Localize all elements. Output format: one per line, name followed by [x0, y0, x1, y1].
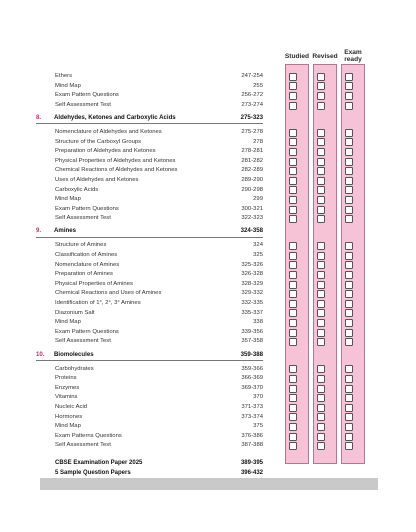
revised-checkbox[interactable]	[317, 102, 326, 110]
exam-ready-checkbox[interactable]	[345, 413, 354, 421]
chapter-title: Biomolecules	[54, 350, 94, 358]
exam-ready-checkbox[interactable]	[345, 82, 354, 90]
chapter-number: 10.	[36, 350, 45, 358]
studied-checkbox[interactable]	[289, 73, 298, 81]
studied-checkbox[interactable]	[289, 242, 298, 250]
revised-checkbox[interactable]	[317, 375, 326, 383]
exam-ready-checkbox[interactable]	[345, 102, 354, 110]
entry-title: 5 Sample Question Papers	[55, 470, 131, 476]
revised-checkbox[interactable]	[317, 82, 326, 90]
entry-title: Self Assessment Test	[55, 442, 111, 449]
exam-ready-checkbox[interactable]	[345, 423, 354, 431]
studied-checkbox[interactable]	[289, 319, 298, 327]
entry-pages: 369-370	[241, 384, 263, 391]
studied-checkbox[interactable]	[289, 271, 298, 279]
studied-checkbox[interactable]	[289, 365, 298, 373]
studied-checkbox[interactable]	[289, 433, 298, 441]
entry-pages: 332-335	[241, 300, 263, 306]
toc-entry	[55, 195, 263, 205]
exam-ready-checkbox[interactable]	[345, 404, 354, 412]
studied-checkbox[interactable]	[289, 300, 298, 308]
studied-checkbox[interactable]	[289, 148, 298, 156]
exam-ready-checkbox[interactable]	[345, 319, 354, 327]
entry-pages: 366-369	[241, 375, 263, 382]
studied-checkbox[interactable]	[289, 404, 298, 412]
exam-ready-checkbox[interactable]	[345, 271, 354, 279]
entry-pages: 324	[253, 242, 263, 249]
footer-bar	[40, 478, 378, 490]
revised-checkbox[interactable]	[317, 404, 326, 412]
toc-entry	[55, 422, 263, 432]
chapter-divider	[36, 123, 263, 124]
chapter-number: 9.	[36, 227, 42, 235]
exam-ready-checkbox[interactable]	[345, 186, 354, 194]
toc-entry	[55, 413, 263, 423]
toc-entry	[55, 365, 263, 375]
studied-checkbox[interactable]	[289, 413, 298, 421]
studied-checkbox[interactable]	[289, 158, 298, 166]
revised-checkbox[interactable]	[317, 167, 326, 175]
toc-entry	[55, 403, 263, 413]
studied-checkbox[interactable]	[289, 177, 298, 185]
toc-entry	[55, 328, 263, 338]
revised-checkbox[interactable]	[317, 423, 326, 431]
exam-ready-checkbox[interactable]	[345, 167, 354, 175]
entry-pages: 289-290	[241, 176, 263, 183]
entry-pages: 375	[253, 423, 263, 430]
toc-entry	[55, 337, 263, 347]
studied-checkbox[interactable]	[289, 385, 298, 393]
revised-checkbox[interactable]	[317, 309, 326, 317]
studied-checkbox[interactable]	[289, 186, 298, 194]
chapter-title: Aldehydes, Ketones and Carboxylic Acids	[54, 113, 176, 121]
exam-ready-checkbox[interactable]	[345, 242, 354, 250]
chapter-title: Amines	[54, 227, 77, 235]
revised-checkbox[interactable]	[317, 442, 326, 450]
toc-entry	[55, 393, 263, 403]
entry-title: Structure of the Carboxyl Groups	[55, 138, 142, 145]
revised-checkbox[interactable]	[317, 329, 326, 337]
column-header-exam-ready: Exam ready	[344, 49, 362, 63]
studied-checkbox[interactable]	[289, 290, 298, 298]
chapter-heading	[36, 226, 263, 236]
studied-checkbox[interactable]	[289, 281, 298, 289]
revised-checkbox[interactable]	[317, 215, 326, 223]
entry-title: Exam Patterns Questions	[55, 432, 122, 439]
studied-checkbox[interactable]	[289, 338, 298, 346]
toc-entry	[55, 214, 263, 224]
exam-ready-checkbox[interactable]	[345, 300, 354, 308]
toc-entry	[55, 186, 263, 196]
entry-pages: 290-298	[241, 186, 263, 193]
column-header-studied: Studied	[284, 53, 310, 60]
entry-title: Mind Map	[55, 423, 81, 430]
toc-entry	[55, 270, 263, 280]
exam-ready-checkbox[interactable]	[345, 252, 354, 260]
revised-checkbox[interactable]	[317, 177, 326, 185]
entry-pages: 273-274	[241, 101, 263, 108]
entry-title: Hormones	[55, 413, 83, 420]
entry-title: Nomenclature of Amines	[55, 261, 120, 268]
toc-entry	[55, 299, 263, 309]
exam-ready-checkbox[interactable]	[345, 442, 354, 450]
revised-checkbox[interactable]	[317, 413, 326, 421]
exam-ready-checkbox[interactable]	[345, 329, 354, 337]
entry-title: Identification of 1°, 2°, 3° Amines	[55, 300, 141, 306]
entry-pages: 396-432	[240, 470, 263, 476]
toc-entry	[55, 91, 263, 101]
exam-ready-checkbox[interactable]	[345, 138, 354, 146]
toc-entry	[55, 205, 263, 215]
entry-title: Self Assessment Test	[55, 101, 111, 108]
revised-checkbox[interactable]	[317, 129, 326, 137]
entry-pages: 339-356	[241, 328, 263, 335]
exam-ready-checkbox[interactable]	[345, 73, 354, 81]
toc-entry	[55, 374, 263, 384]
toc-entry	[55, 441, 263, 451]
entry-pages: 325-326	[241, 261, 263, 268]
entry-pages: 256-272	[241, 92, 263, 99]
entry-pages: 278	[253, 138, 263, 145]
studied-checkbox[interactable]	[289, 167, 298, 175]
entry-title: Physical Properties of Amines	[55, 280, 133, 287]
studied-checkbox[interactable]	[289, 215, 298, 223]
revised-checkbox[interactable]	[317, 319, 326, 327]
revised-checkbox[interactable]	[317, 338, 326, 346]
revised-checkbox[interactable]	[317, 281, 326, 289]
studied-checkbox[interactable]	[289, 252, 298, 260]
entry-title: Diazonium Salt	[55, 309, 95, 316]
studied-checkbox[interactable]	[289, 196, 298, 204]
toc-entry	[55, 128, 263, 138]
studied-checkbox[interactable]	[289, 102, 298, 110]
entry-title: Vitamins	[55, 394, 78, 401]
toc-entry-extra	[55, 459, 263, 469]
entry-title: Mind Map	[55, 319, 81, 326]
entry-pages: 376-386	[241, 432, 263, 439]
exam-ready-checkbox[interactable]	[345, 206, 354, 214]
toc-entry	[55, 289, 263, 299]
toc-entry	[55, 72, 263, 82]
entry-title: Nomenclature of Aldehydes and Ketones	[55, 128, 162, 135]
studied-checkbox[interactable]	[289, 309, 298, 317]
revised-checkbox[interactable]	[317, 158, 326, 166]
exam-ready-checkbox[interactable]	[345, 129, 354, 137]
entry-title: Structure of Amines	[55, 242, 107, 249]
exam-ready-checkbox[interactable]	[345, 215, 354, 223]
entry-pages: 371-373	[241, 403, 263, 410]
revised-checkbox[interactable]	[317, 206, 326, 214]
revised-checkbox[interactable]	[317, 394, 326, 402]
entry-title: Self Assessment Test	[55, 338, 111, 345]
toc-entry	[55, 101, 263, 111]
studied-checkbox[interactable]	[289, 329, 298, 337]
studied-checkbox[interactable]	[289, 423, 298, 431]
exam-ready-checkbox[interactable]	[345, 365, 354, 373]
exam-ready-checkbox[interactable]	[345, 433, 354, 441]
entry-pages: 278-281	[241, 148, 263, 155]
entry-title: Exam Pattern Questions	[55, 205, 119, 212]
exam-ready-checkbox[interactable]	[345, 290, 354, 298]
toc-entry	[55, 241, 263, 251]
entry-pages: 247-254	[241, 73, 263, 79]
chapter-pages: 359-388	[240, 350, 263, 358]
toc-entry	[55, 261, 263, 271]
entry-pages: 328-329	[241, 280, 263, 287]
toc-entry	[55, 280, 263, 290]
toc-entry	[55, 432, 263, 442]
exam-ready-checkbox[interactable]	[345, 375, 354, 383]
chapter-pages: 275-323	[240, 113, 263, 121]
revised-checkbox[interactable]	[317, 148, 326, 156]
revised-checkbox[interactable]	[317, 92, 326, 100]
studied-checkbox[interactable]	[289, 129, 298, 137]
toc-entry	[55, 384, 263, 394]
toc-entry	[55, 82, 263, 92]
toc-entry	[55, 138, 263, 148]
entry-title: Chemical Reactions and Uses of Amines	[55, 290, 162, 297]
entry-pages: 325	[253, 252, 263, 258]
revised-checkbox[interactable]	[317, 73, 326, 81]
exam-ready-checkbox[interactable]	[345, 92, 354, 100]
toc-entry	[55, 147, 263, 157]
revised-checkbox[interactable]	[317, 385, 326, 393]
studied-checkbox[interactable]	[289, 394, 298, 402]
entry-title: Enzymes	[55, 384, 80, 391]
exam-ready-checkbox[interactable]	[345, 309, 354, 317]
toc-entry	[55, 157, 263, 167]
exam-ready-checkbox[interactable]	[345, 196, 354, 204]
studied-checkbox[interactable]	[289, 82, 298, 90]
entry-title: Self Assessment Test	[55, 215, 111, 222]
chapter-heading	[36, 350, 263, 360]
entry-pages: 275-278	[241, 128, 263, 135]
entry-title: Chemical Reactions of Aldehydes and Ketones	[55, 167, 178, 174]
entry-title: Preparation of Aldehydes and Ketones	[55, 148, 156, 155]
studied-checkbox[interactable]	[289, 375, 298, 383]
entry-pages: 281-282	[241, 157, 263, 164]
revised-checkbox[interactable]	[317, 186, 326, 194]
toc-entry	[55, 318, 263, 328]
toc-entry	[55, 309, 263, 319]
entry-title: Mind Map	[55, 82, 81, 89]
entry-pages: 338	[253, 319, 263, 326]
entry-pages: 322-323	[241, 215, 263, 222]
revised-checkbox[interactable]	[317, 365, 326, 373]
entry-pages: 373-374	[241, 413, 263, 420]
studied-checkbox[interactable]	[289, 261, 298, 269]
exam-ready-checkbox[interactable]	[345, 261, 354, 269]
entry-pages: 389-395	[240, 459, 263, 466]
exam-ready-checkbox[interactable]	[345, 177, 354, 185]
entry-title: Exam Pattern Questions	[55, 328, 119, 335]
entry-title: Nucleic Acid	[55, 403, 88, 410]
entry-pages: 370	[253, 394, 263, 401]
entry-title: Carboxylic Acids	[55, 186, 99, 193]
entry-title: Uses of Aldehydes and Ketones	[55, 176, 139, 183]
entry-title: Physical Properties of Aldehydes and Ketones	[55, 157, 176, 164]
studied-checkbox[interactable]	[289, 92, 298, 100]
entry-pages: 387-388	[241, 442, 263, 449]
entry-title: Carbohydrates	[55, 365, 94, 372]
entry-title: Mind Map	[55, 196, 81, 203]
studied-checkbox[interactable]	[289, 138, 298, 146]
revised-checkbox[interactable]	[317, 300, 326, 308]
revised-checkbox[interactable]	[317, 261, 326, 269]
chapter-number: 8.	[36, 113, 42, 121]
entry-pages: 335-337	[241, 309, 263, 316]
entry-pages: 329-332	[241, 290, 263, 297]
column-header-revised: Revised	[312, 53, 338, 60]
chapter-pages: 324-358	[240, 227, 263, 235]
entry-title: Proteins	[55, 375, 77, 382]
studied-checkbox[interactable]	[289, 442, 298, 450]
entry-pages: 300-321	[241, 205, 263, 212]
entry-title: Preparation of Amines	[55, 271, 113, 278]
exam-ready-checkbox[interactable]	[345, 394, 354, 402]
entry-pages: 357-358	[241, 338, 263, 345]
entry-pages: 282-289	[241, 167, 263, 174]
exam-ready-checkbox[interactable]	[345, 148, 354, 156]
entry-pages: 359-366	[241, 365, 263, 372]
entry-title: Classification of Amines	[55, 252, 118, 258]
entry-pages: 326-328	[241, 271, 263, 278]
exam-ready-checkbox[interactable]	[345, 158, 354, 166]
chapter-heading	[36, 113, 263, 123]
exam-ready-checkbox[interactable]	[345, 338, 354, 346]
exam-ready-checkbox[interactable]	[345, 281, 354, 289]
exam-ready-checkbox[interactable]	[345, 385, 354, 393]
revised-checkbox[interactable]	[317, 242, 326, 250]
entry-title: Ethers	[55, 73, 73, 79]
studied-checkbox[interactable]	[289, 206, 298, 214]
revised-checkbox[interactable]	[317, 433, 326, 441]
entry-title: CBSE Examination Paper 2025	[55, 459, 143, 466]
revised-checkbox[interactable]	[317, 290, 326, 298]
toc-entry	[55, 166, 263, 176]
entry-pages: 255	[253, 82, 263, 89]
revised-checkbox[interactable]	[317, 271, 326, 279]
entry-title: Exam Pattern Questions	[55, 92, 119, 99]
chapter-divider	[36, 237, 263, 238]
revised-checkbox[interactable]	[317, 138, 326, 146]
revised-checkbox[interactable]	[317, 196, 326, 204]
toc-entry	[55, 176, 263, 186]
entry-pages: 299	[253, 196, 263, 203]
revised-checkbox[interactable]	[317, 252, 326, 260]
chapter-divider	[36, 360, 263, 361]
toc-entry	[55, 251, 263, 261]
